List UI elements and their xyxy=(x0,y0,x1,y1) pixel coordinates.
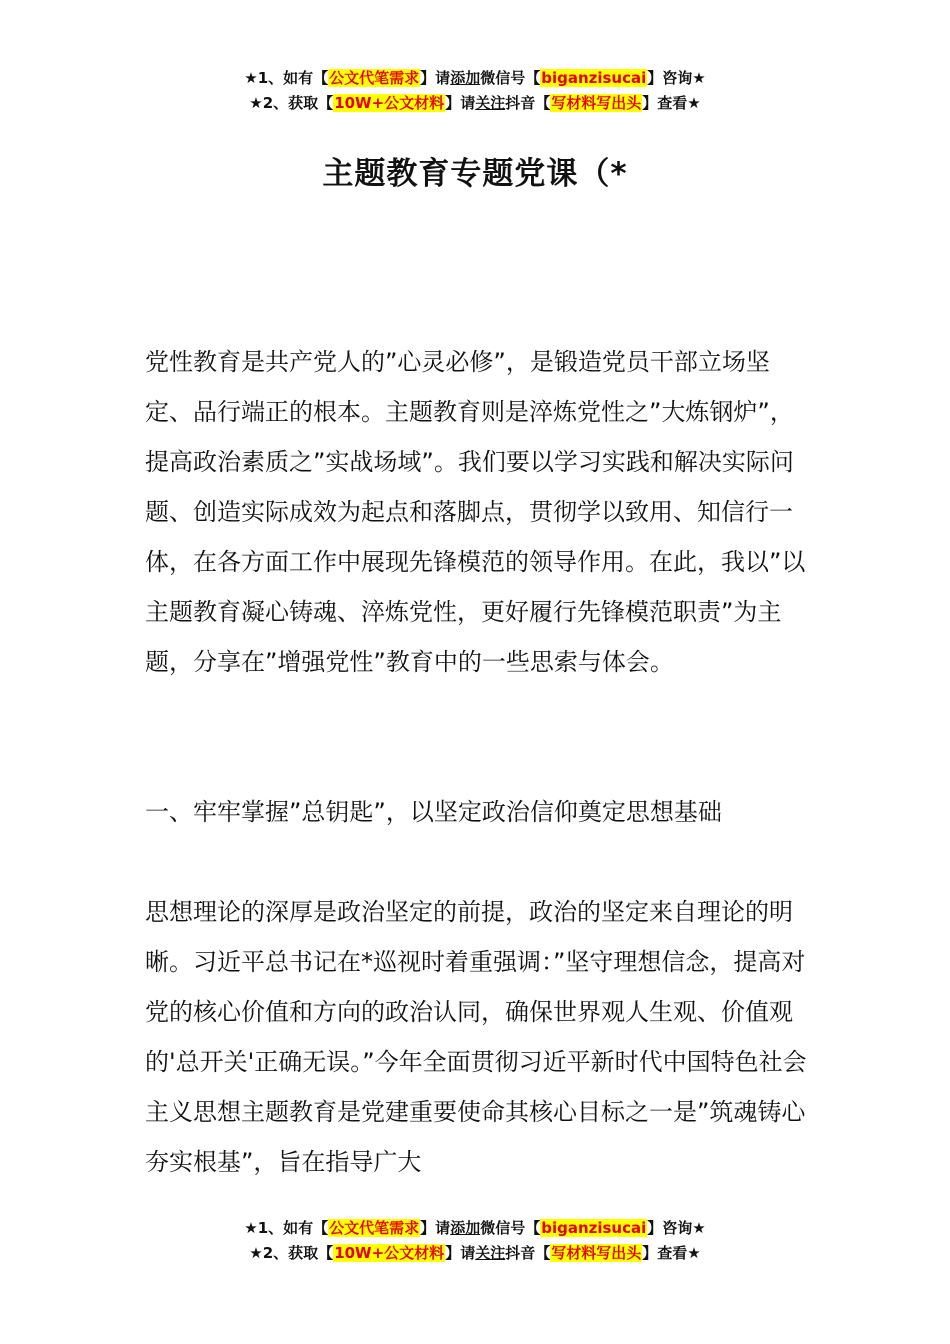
banner-text: ★2、获取【 xyxy=(249,1244,334,1262)
banner-text: 】请 xyxy=(445,94,476,112)
document-title: 主题教育专题党课（* xyxy=(322,156,628,192)
banner-text: 】请 xyxy=(420,69,451,87)
banner-text: 抖音【 xyxy=(505,1244,551,1262)
banner-text: ★1、如有【 xyxy=(244,69,329,87)
banner-underlined: 关注 xyxy=(475,1244,506,1262)
banner-text: ★1、如有【 xyxy=(244,1219,329,1237)
banner-underlined: 关注 xyxy=(475,94,506,112)
banner-text: 】咨询★ xyxy=(647,69,706,87)
header-banner xyxy=(0,66,950,116)
section-heading-1: 一、牢牢掌握”总钥匙”，以坚定政治信仰奠定思想基础 xyxy=(145,798,722,826)
footer-banner xyxy=(0,1216,950,1266)
banner-highlight: 公文代笔需求 xyxy=(329,1219,420,1237)
banner-highlight: biganzisucai xyxy=(541,1219,647,1237)
banner-text: 】咨询★ xyxy=(647,1219,706,1237)
banner-text: 】查看★ xyxy=(642,1244,701,1262)
banner-underlined: 添加 xyxy=(450,1219,481,1237)
banner-highlight: 10W+公文材料 xyxy=(334,94,445,112)
banner-text: 】请 xyxy=(445,1244,476,1262)
paragraph-section-1: 思想理论的深厚是政治坚定的前提，政治的坚定来自理论的明晰。习近平总书记在*巡视时着重强调：”坚守理想信念，提高对党的核心价值和方向的政治认同，确保世界观人生观、价值观的'总开关'正确无误。”今年全面贯彻习近平新时代中国特色社会主义思想主题教育是党建重要使命其核心目标之一是”筑魂铸心夯实根基”，旨在指导广大 xyxy=(145,898,807,1176)
banner-highlight: 写材料写出头 xyxy=(551,94,642,112)
banner-highlight: 写材料写出头 xyxy=(551,1244,642,1262)
banner-text: ★2、获取【 xyxy=(249,94,334,112)
banner-line-2 xyxy=(0,1241,950,1266)
banner-line-1 xyxy=(0,66,950,91)
paragraph-intro: 党性教育是共产党人的”心灵必修”，是锻造党员干部立场坚定、品行端正的根本。主题教育则是淬炼党性之”大炼钢炉”，提高政治素质之”实战场域”。我们要以学习实践和解决实际问题、创造实际成效为起点和落脚点，贯彻学以致用、知信行一体，在各方面工作中展现先锋模范的领导作用。在此，我以”以主题教育凝心铸魂、淬炼党性，更好履行先锋模范职责”为主题，分享在”增强党性”教育中的一些思索与体会。 xyxy=(145,348,806,676)
banner-highlight: 10W+公文材料 xyxy=(334,1244,445,1262)
banner-highlight: biganzisucai xyxy=(541,69,647,87)
banner-line-1 xyxy=(0,1216,950,1241)
banner-text: 抖音【 xyxy=(505,94,551,112)
banner-text: 微信号【 xyxy=(480,69,541,87)
banner-text: 】查看★ xyxy=(642,94,701,112)
banner-text: 】请 xyxy=(420,1219,451,1237)
banner-highlight: 公文代笔需求 xyxy=(329,69,420,87)
banner-text: 微信号【 xyxy=(480,1219,541,1237)
banner-line-2 xyxy=(0,91,950,116)
banner-underlined: 添加 xyxy=(450,69,481,87)
